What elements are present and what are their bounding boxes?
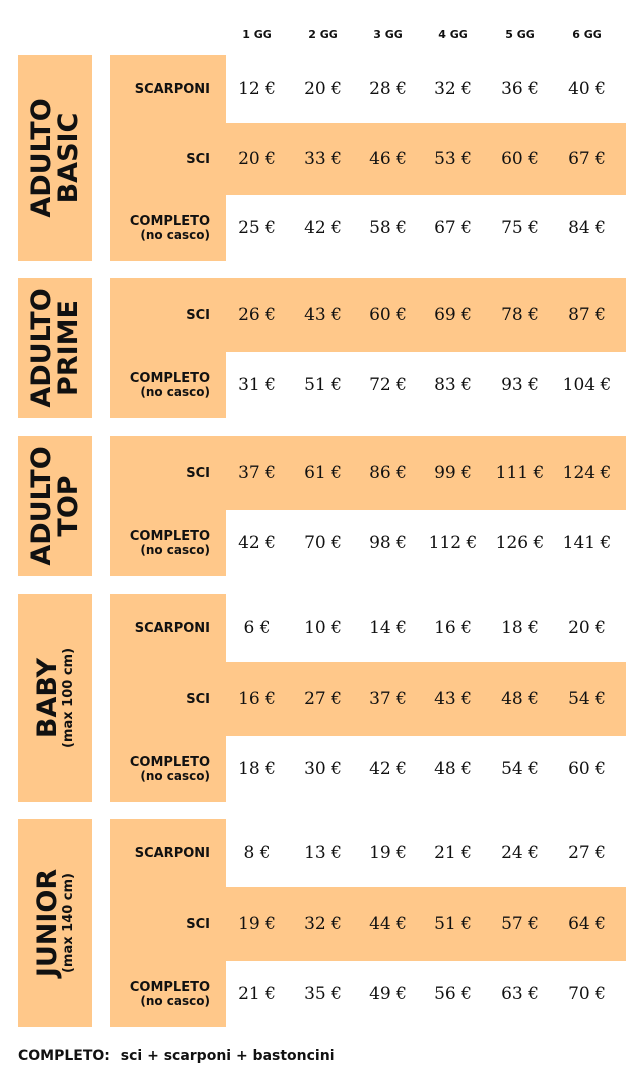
group-adulto-basic [0,55,635,261]
price-row-scarponi [110,55,626,123]
row-label [110,123,210,195]
price-cell: 54 € [501,759,539,779]
category-title [34,648,76,748]
price-row-completo [110,352,626,418]
price-cell: 60 € [369,305,407,325]
row-label-text: SCI [186,465,210,481]
price-cell: 20 € [304,79,342,99]
category-title-line: PRIME [53,300,84,396]
price-cell: 43 € [434,689,472,709]
row-sublabel-text: (no casco) [140,385,210,399]
price-cell: 83 € [434,375,472,395]
price-cell: 25 € [238,218,276,238]
price-row-scarponi [110,594,626,662]
price-cell: 112 € [428,533,478,553]
category-label-baby [18,594,92,802]
row-label [110,436,210,510]
price-row-completo [110,736,626,802]
row-label-text: COMPLETO [129,214,210,229]
price-cell: 18 € [501,618,539,638]
price-cell: 43 € [304,305,342,325]
price-cell: 141 € [562,533,612,553]
price-cell: 12 € [238,79,276,99]
price-cell: 40 € [568,79,606,99]
row-label [110,278,210,352]
row-label [110,510,210,576]
category-title [28,98,82,217]
category-label-adulto-top [18,436,92,576]
price-cell: 93 € [501,375,539,395]
category-title-line: ADULTO [26,288,57,408]
price-cell: 49 € [369,984,407,1004]
price-cell: 111 € [495,463,545,483]
price-row-sci [110,662,626,736]
row-label-text: SCI [186,151,210,167]
price-cell: 10 € [304,618,342,638]
row-label [110,662,210,736]
price-row-sci [110,887,626,961]
price-cell: 16 € [238,689,276,709]
row-label-text: COMPLETO [129,371,210,386]
price-cell: 18 € [238,759,276,779]
row-sublabel-text: (no casco) [140,543,210,557]
price-row-sci [110,123,626,195]
price-cell: 99 € [434,463,472,483]
price-cell: 35 € [304,984,342,1004]
price-cell: 51 € [434,914,472,934]
row-label-text: COMPLETO [129,980,210,995]
price-cell: 36 € [501,79,539,99]
price-cell: 87 € [568,305,606,325]
column-header-3-gg: 3 GG [373,28,403,41]
price-cell: 63 € [501,984,539,1004]
price-cell: 37 € [238,463,276,483]
price-cell: 84 € [568,218,606,238]
price-cell: 24 € [501,843,539,863]
price-cell: 26 € [238,305,276,325]
price-cell: 70 € [568,984,606,1004]
price-cell: 60 € [568,759,606,779]
price-cell: 32 € [304,914,342,934]
group-adulto-prime [0,278,635,418]
group-adulto-top [0,436,635,576]
price-cell: 58 € [369,218,407,238]
column-header-2-gg: 2 GG [308,28,338,41]
category-label-adulto-prime [18,278,92,418]
price-cell: 42 € [238,533,276,553]
price-cell: 61 € [304,463,342,483]
price-cell: 30 € [304,759,342,779]
price-cell: 78 € [501,305,539,325]
category-title-line: BABY [32,657,63,739]
price-cell: 33 € [304,149,342,169]
row-label [110,55,210,123]
row-sublabel-text: (no casco) [140,769,210,783]
price-cell: 31 € [238,375,276,395]
price-cell: 20 € [238,149,276,169]
category-subtitle: (max 140 cm) [61,872,76,974]
column-header-6-gg: 6 GG [572,28,602,41]
price-cell: 37 € [369,689,407,709]
price-cell: 44 € [369,914,407,934]
price-cell: 51 € [304,375,342,395]
row-label [110,352,210,418]
category-title-line: ADULTO [26,98,57,218]
row-label [110,594,210,662]
price-cell: 8 € [243,843,271,863]
row-label [110,195,210,261]
price-cell: 54 € [568,689,606,709]
row-label-text: COMPLETO [129,755,210,770]
category-label-adulto-basic [18,55,92,261]
price-cell: 124 € [562,463,612,483]
row-label-text: SCARPONI [134,620,210,636]
price-row-sci [110,436,626,510]
price-row-completo [110,195,626,261]
footnote-label: COMPLETO: [18,1048,110,1064]
price-cell: 48 € [501,689,539,709]
row-label [110,819,210,887]
row-label [110,736,210,802]
price-cell: 21 € [238,984,276,1004]
group-baby [0,594,635,802]
price-cell: 19 € [238,914,276,934]
row-label [110,961,210,1027]
row-label-text: SCARPONI [134,845,210,861]
price-cell: 21 € [434,843,472,863]
price-cell: 42 € [369,759,407,779]
row-label [110,887,210,961]
column-header-4-gg: 4 GG [438,28,468,41]
row-sublabel-text: (no casco) [140,228,210,242]
column-header-5-gg: 5 GG [505,28,535,41]
category-title-line: BASIC [53,112,84,204]
price-cell: 126 € [495,533,545,553]
price-cell: 70 € [304,533,342,553]
category-title [28,446,82,565]
column-header-1-gg: 1 GG [242,28,272,41]
price-cell: 14 € [369,618,407,638]
price-cell: 60 € [501,149,539,169]
footnote-text: sci + scarponi + bastoncini [120,1048,335,1064]
price-cell: 20 € [568,618,606,638]
price-cell: 86 € [369,463,407,483]
category-title-line: TOP [53,475,84,537]
price-cell: 75 € [501,218,539,238]
row-label-text: SCI [186,307,210,323]
price-cell: 67 € [568,149,606,169]
price-cell: 98 € [369,533,407,553]
price-cell: 32 € [434,79,472,99]
price-cell: 104 € [562,375,612,395]
category-title [28,288,82,407]
category-label-junior [18,819,92,1027]
price-cell: 19 € [369,843,407,863]
row-label-text: SCI [186,691,210,707]
group-junior [0,819,635,1027]
price-row-sci [110,278,626,352]
price-cell: 6 € [243,618,271,638]
price-cell: 57 € [501,914,539,934]
price-cell: 56 € [434,984,472,1004]
price-cell: 48 € [434,759,472,779]
price-cell: 67 € [434,218,472,238]
price-cell: 72 € [369,375,407,395]
price-cell: 64 € [568,914,606,934]
price-row-completo [110,961,626,1027]
price-cell: 28 € [369,79,407,99]
price-cell: 69 € [434,305,472,325]
price-cell: 27 € [304,689,342,709]
row-label-text: SCARPONI [134,81,210,97]
price-row-completo [110,510,626,576]
price-cell: 46 € [369,149,407,169]
category-title [34,869,76,977]
category-title-line: JUNIOR [32,868,63,978]
category-title-line: ADULTO [26,446,57,566]
row-label-text: SCI [186,916,210,932]
row-label-text: COMPLETO [129,529,210,544]
price-cell: 13 € [304,843,342,863]
price-cell: 53 € [434,149,472,169]
price-cell: 42 € [304,218,342,238]
price-cell: 16 € [434,618,472,638]
category-subtitle: (max 100 cm) [61,647,76,749]
row-sublabel-text: (no casco) [140,994,210,1008]
footnote [18,1048,335,1064]
price-row-scarponi [110,819,626,887]
price-cell: 27 € [568,843,606,863]
